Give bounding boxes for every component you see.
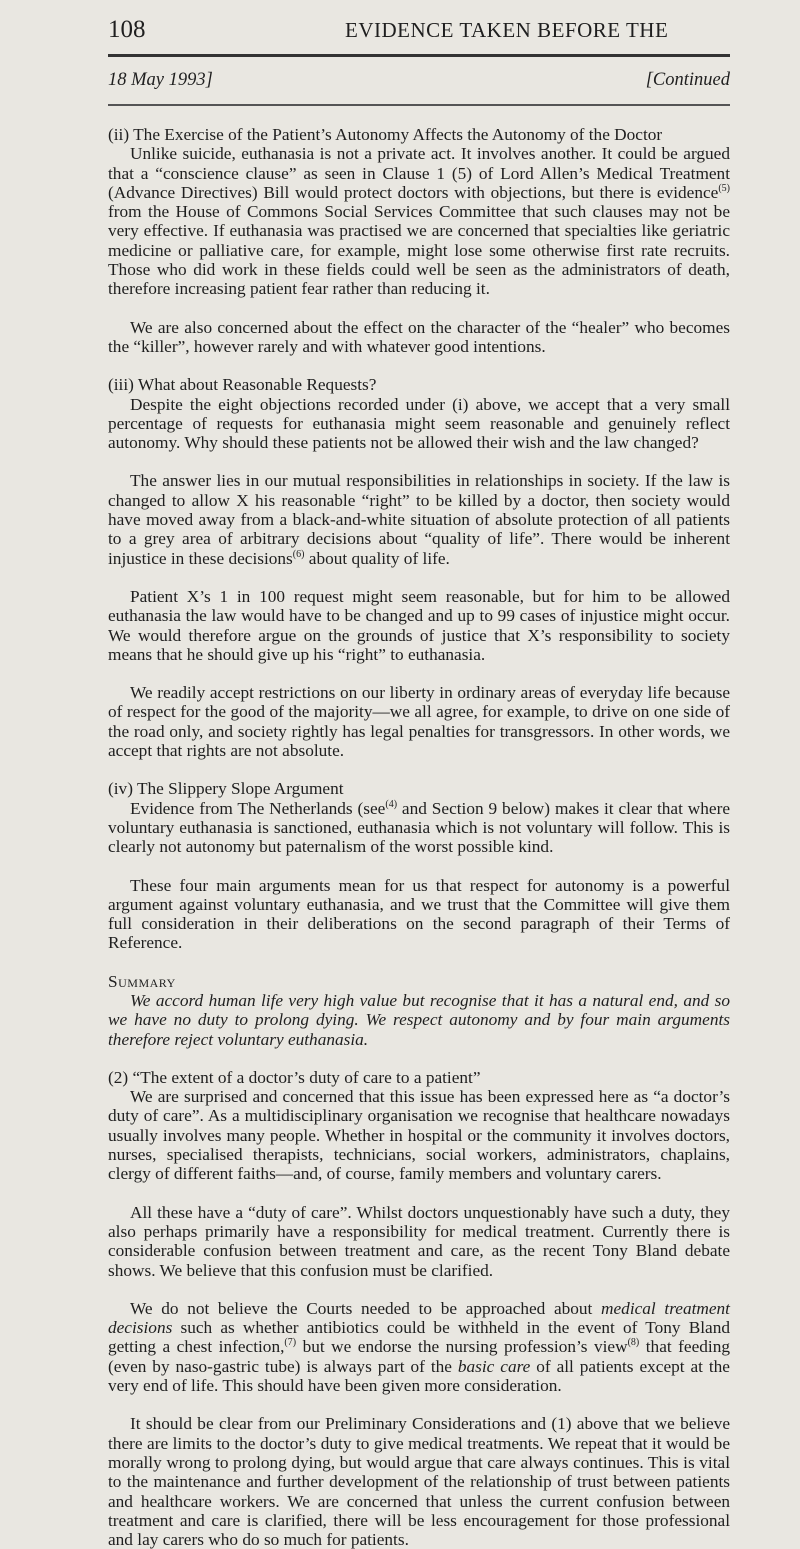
running-header (108, 0, 730, 52)
heading-iv: (iv) The Slippery Slope Argument (108, 779, 344, 799)
paragraph: We are surprised and concerned that this issue has been expressed here as “a doctor’s duty of care”. As a multidisciplinary organisation we recognise that healthcare nowadays usually involves many people. Whether in hospital or the community it involves doctors, nurses, specialised therapists, technicians, social workers, administrators, chaplains, clergy of different faiths—and, of course, family members and voluntary carers. (108, 1087, 730, 1184)
paragraph: We readily accept restrictions on our liberty in ordinary areas of everyday life because of respect for the good of the majority—we all agree, for example, to drive on one side of the road only, and society rightly has legal penalties for transgressors. In other words, we accept that rights are not absolute. (108, 683, 730, 761)
body-text (108, 125, 730, 1549)
session-date: 18 May 1993] (108, 70, 213, 90)
paragraph: All these have a “duty of care”. Whilst doctors unquestionably have such a duty, they also perhaps primarily have a responsibility for medical treatment. Currently there is considerable confusion between treatment and care, as the recent Tony Bland debate shows. We believe that this confusion must be clarified. (108, 1202, 730, 1280)
dateline-rule (108, 104, 730, 106)
dateline (108, 70, 730, 91)
footnote-ref: (7) (284, 1337, 297, 1349)
continued-label: [Continued (645, 70, 730, 90)
paragraph: We are also concerned about the effect on the character of the “healer” who becomes the “killer”, however rarely and with whatever good intentions. (108, 317, 730, 356)
paragraph: Unlike suicide, euthanasia is not a private act. It involves another. It could be argued that a “conscience clause” as seen in Clause 1 (5) of Lord Allen’s Medical Treatment (Advance Directives) Bill would protect doctors with objections, but there is evidence$^{(5)}$ from the House of Commons Social Services Committee that such clauses may not be very effective. If euthanasia was practised we are concerned that specialties like geriatric medicine or palliative care, for example, might lose some otherwise first rate recruits. Those who did work in these fields could well be seen as the administrators of death, therefore increasing patient fear rather than reducing it. (108, 144, 730, 299)
paragraph: It should be clear from our Preliminary Considerations and (1) above that we believe there are limits to the doctor’s duty to give medical treatments. We repeat that it would be morally wrong to prolong dying, but would argue that care always continues. This is vital to the maintenance and further development of the relationship of trust between patients and healthcare workers. We are concerned that unless the current confusion between treatment and care is clarified, there will be less encouragement for those professional and lay carers who do so much for patients. (108, 1414, 730, 1549)
paragraph: Patient X’s 1 in 100 request might seem reasonable, but for him to be allowed euthanasia the law would have to be changed and up to 99 cases of injustice might occur. We would therefore argue on the grounds of justice that X’s responsibility to society means that he should give up his “right” to euthanasia. (108, 586, 730, 664)
heading-summary: Summary (108, 971, 176, 991)
footnote-ref: (5) (718, 183, 730, 195)
running-title: EVIDENCE TAKEN BEFORE THE (345, 18, 669, 42)
summary-paragraph: We accord human life very high value but recognise that it has a natural end, and so we have no duty to prolong dying. We respect autonomy and by four main arguments therefore reject voluntary euthanasia. (108, 990, 730, 1049)
heading-iii: (iii) What about Reasonable Requests? (108, 375, 377, 395)
heading-ii: (ii) The Exercise of the Patient’s Autonomy Affects the Autonomy of the Doctor (108, 125, 663, 144)
paragraph: We do not believe the Courts needed to be approached about medical treatment decisions such as whether antibiotics could be withheld in the event of Tony Bland getting a chest infection,$^{(7)}$ but we endorse the nursing profession’s view$^{(8)}$ that feeding (even by naso-gastric tube) is always part of the basic care of all patients except at the very end of life. This should have been given more consideration. (108, 1298, 730, 1396)
paragraph: The answer lies in our mutual responsibilities in relationships in society. If the law is changed to allow X his reasonable “right” to be killed by a doctor, then society would have moved away from a black-and-white situation of absolute protection of all patients to a grey area of arbitrary decisions about “quality of life”. There would be inherent injustice in these decisions$^{(6)}$ about quality of life. (108, 471, 730, 568)
header-rule (108, 54, 730, 57)
paragraph: These four main arguments mean for us that respect for autonomy is a powerful argument against voluntary euthanasia, and we trust that the Committee will give them full consideration in their deliberations on the second paragraph of their Terms of Reference. (108, 875, 730, 953)
paragraph: Evidence from The Netherlands (see$^{(4)}$ and Section 9 below) makes it clear that where voluntary euthanasia is sanctioned, euthanasia which is not voluntary will follow. This is clearly not autonomy but paternalism of the worst possible kind. (108, 798, 730, 857)
footnote-ref: (4) (385, 798, 398, 810)
footnote-ref: (6) (292, 548, 305, 560)
footnote-ref: (8) (627, 1337, 640, 1349)
heading-2: (2) “The extent of a doctor’s duty of care to a patient” (108, 1067, 481, 1087)
page-number: 108 (108, 16, 146, 43)
paragraph: Despite the eight objections recorded under (i) above, we accept that a very small percentage of requests for euthanasia might seem reasonable and genuinely reflect autonomy. Why should these patients not be allowed their wish and the law changed? (108, 394, 730, 453)
